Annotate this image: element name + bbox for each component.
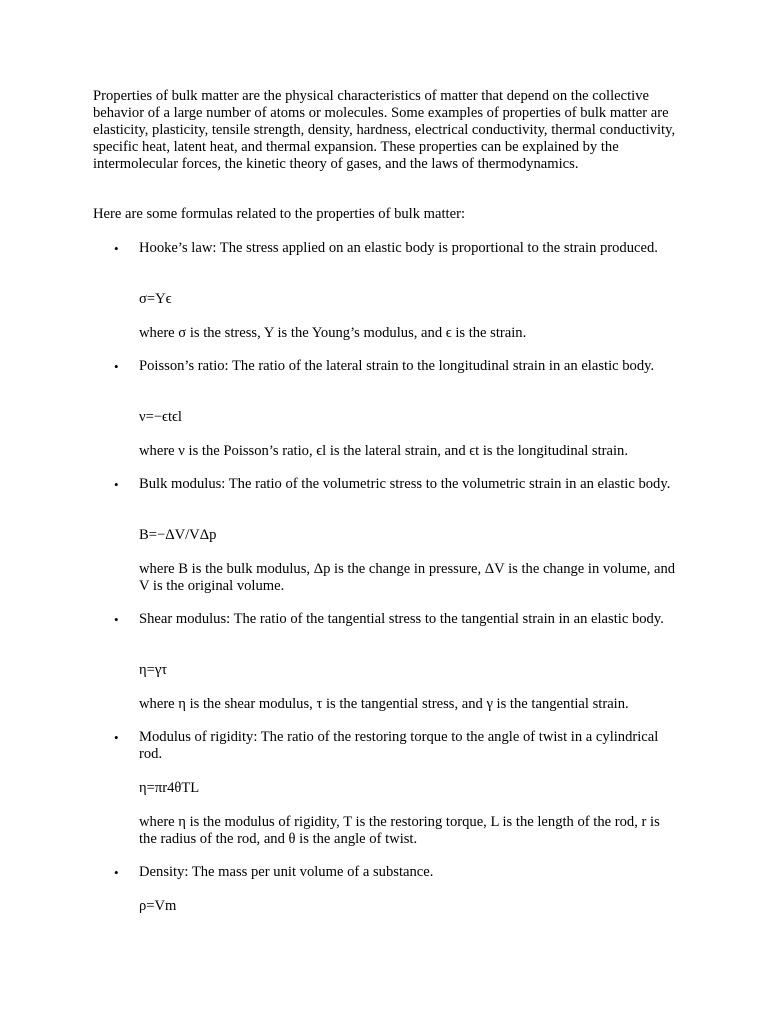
item-explanation: where σ is the stress, Y is the Young’s modulus, and ϵ is the strain. xyxy=(139,325,527,341)
item-formula: σ=Yϵ xyxy=(139,291,172,307)
item-definition: Density: The mass per unit volume of a substance. xyxy=(139,864,434,880)
bullet-icon: • xyxy=(114,612,119,627)
lead-paragraph: Here are some formulas related to the properties of bulk matter: xyxy=(93,206,465,222)
item-formula: ρ=Vm xyxy=(139,898,177,914)
item-definition: Bulk modulus: The ratio of the volumetric stress to the volumetric strain in an elastic body. xyxy=(139,476,671,492)
item-formula: ν=−ϵtϵl xyxy=(139,409,182,425)
item-formula: η=πr4θTL xyxy=(139,780,200,796)
item-formula: η=γτ xyxy=(139,662,168,678)
item-explanation: where B is the bulk modulus, Δp is the change in pressure, ΔV is the change in volume, and V is the original volume. xyxy=(139,561,676,594)
item-definition: Poisson’s ratio: The ratio of the lateral strain to the longitudinal strain in an elastic body. xyxy=(139,358,655,374)
item-explanation: where η is the modulus of rigidity, T is the restoring torque, L is the length of the rod, r is the radius of the rod, and θ is the angle of twist. xyxy=(139,814,660,847)
item-definition: Modulus of rigidity: The ratio of the restoring torque to the angle of twist in a cylindrical rod. xyxy=(139,729,659,762)
item-explanation: where η is the shear modulus, τ is the tangential stress, and γ is the tangential strain. xyxy=(139,696,629,712)
bullet-icon: • xyxy=(114,359,119,374)
item-definition: Hooke’s law: The stress applied on an elastic body is proportional to the strain produced. xyxy=(139,240,658,256)
bullet-icon: • xyxy=(114,865,119,880)
item-explanation: where ν is the Poisson’s ratio, ϵl is the lateral strain, and ϵt is the longitudinal strain. xyxy=(139,443,628,459)
intro-paragraph: Properties of bulk matter are the physical characteristics of matter that depend on the collective behavior of a large number of atoms or molecules. Some examples of properties of bulk matter are elasticity, plasticity, tensile strength, density, hardness, electrical conductivity, thermal conductivity, specific heat, latent heat, and thermal expansion. These properties can be explained by the intermolecular forces, the kinetic theory of gases, and the laws of thermodynamics. xyxy=(93,88,676,172)
item-definition: Shear modulus: The ratio of the tangential stress to the tangential strain in an elastic body. xyxy=(139,611,664,627)
bullet-icon: • xyxy=(114,730,119,745)
bullet-icon: • xyxy=(114,241,119,256)
item-formula: B=−ΔV/VΔp xyxy=(139,527,217,543)
bullet-icon: • xyxy=(114,477,119,492)
